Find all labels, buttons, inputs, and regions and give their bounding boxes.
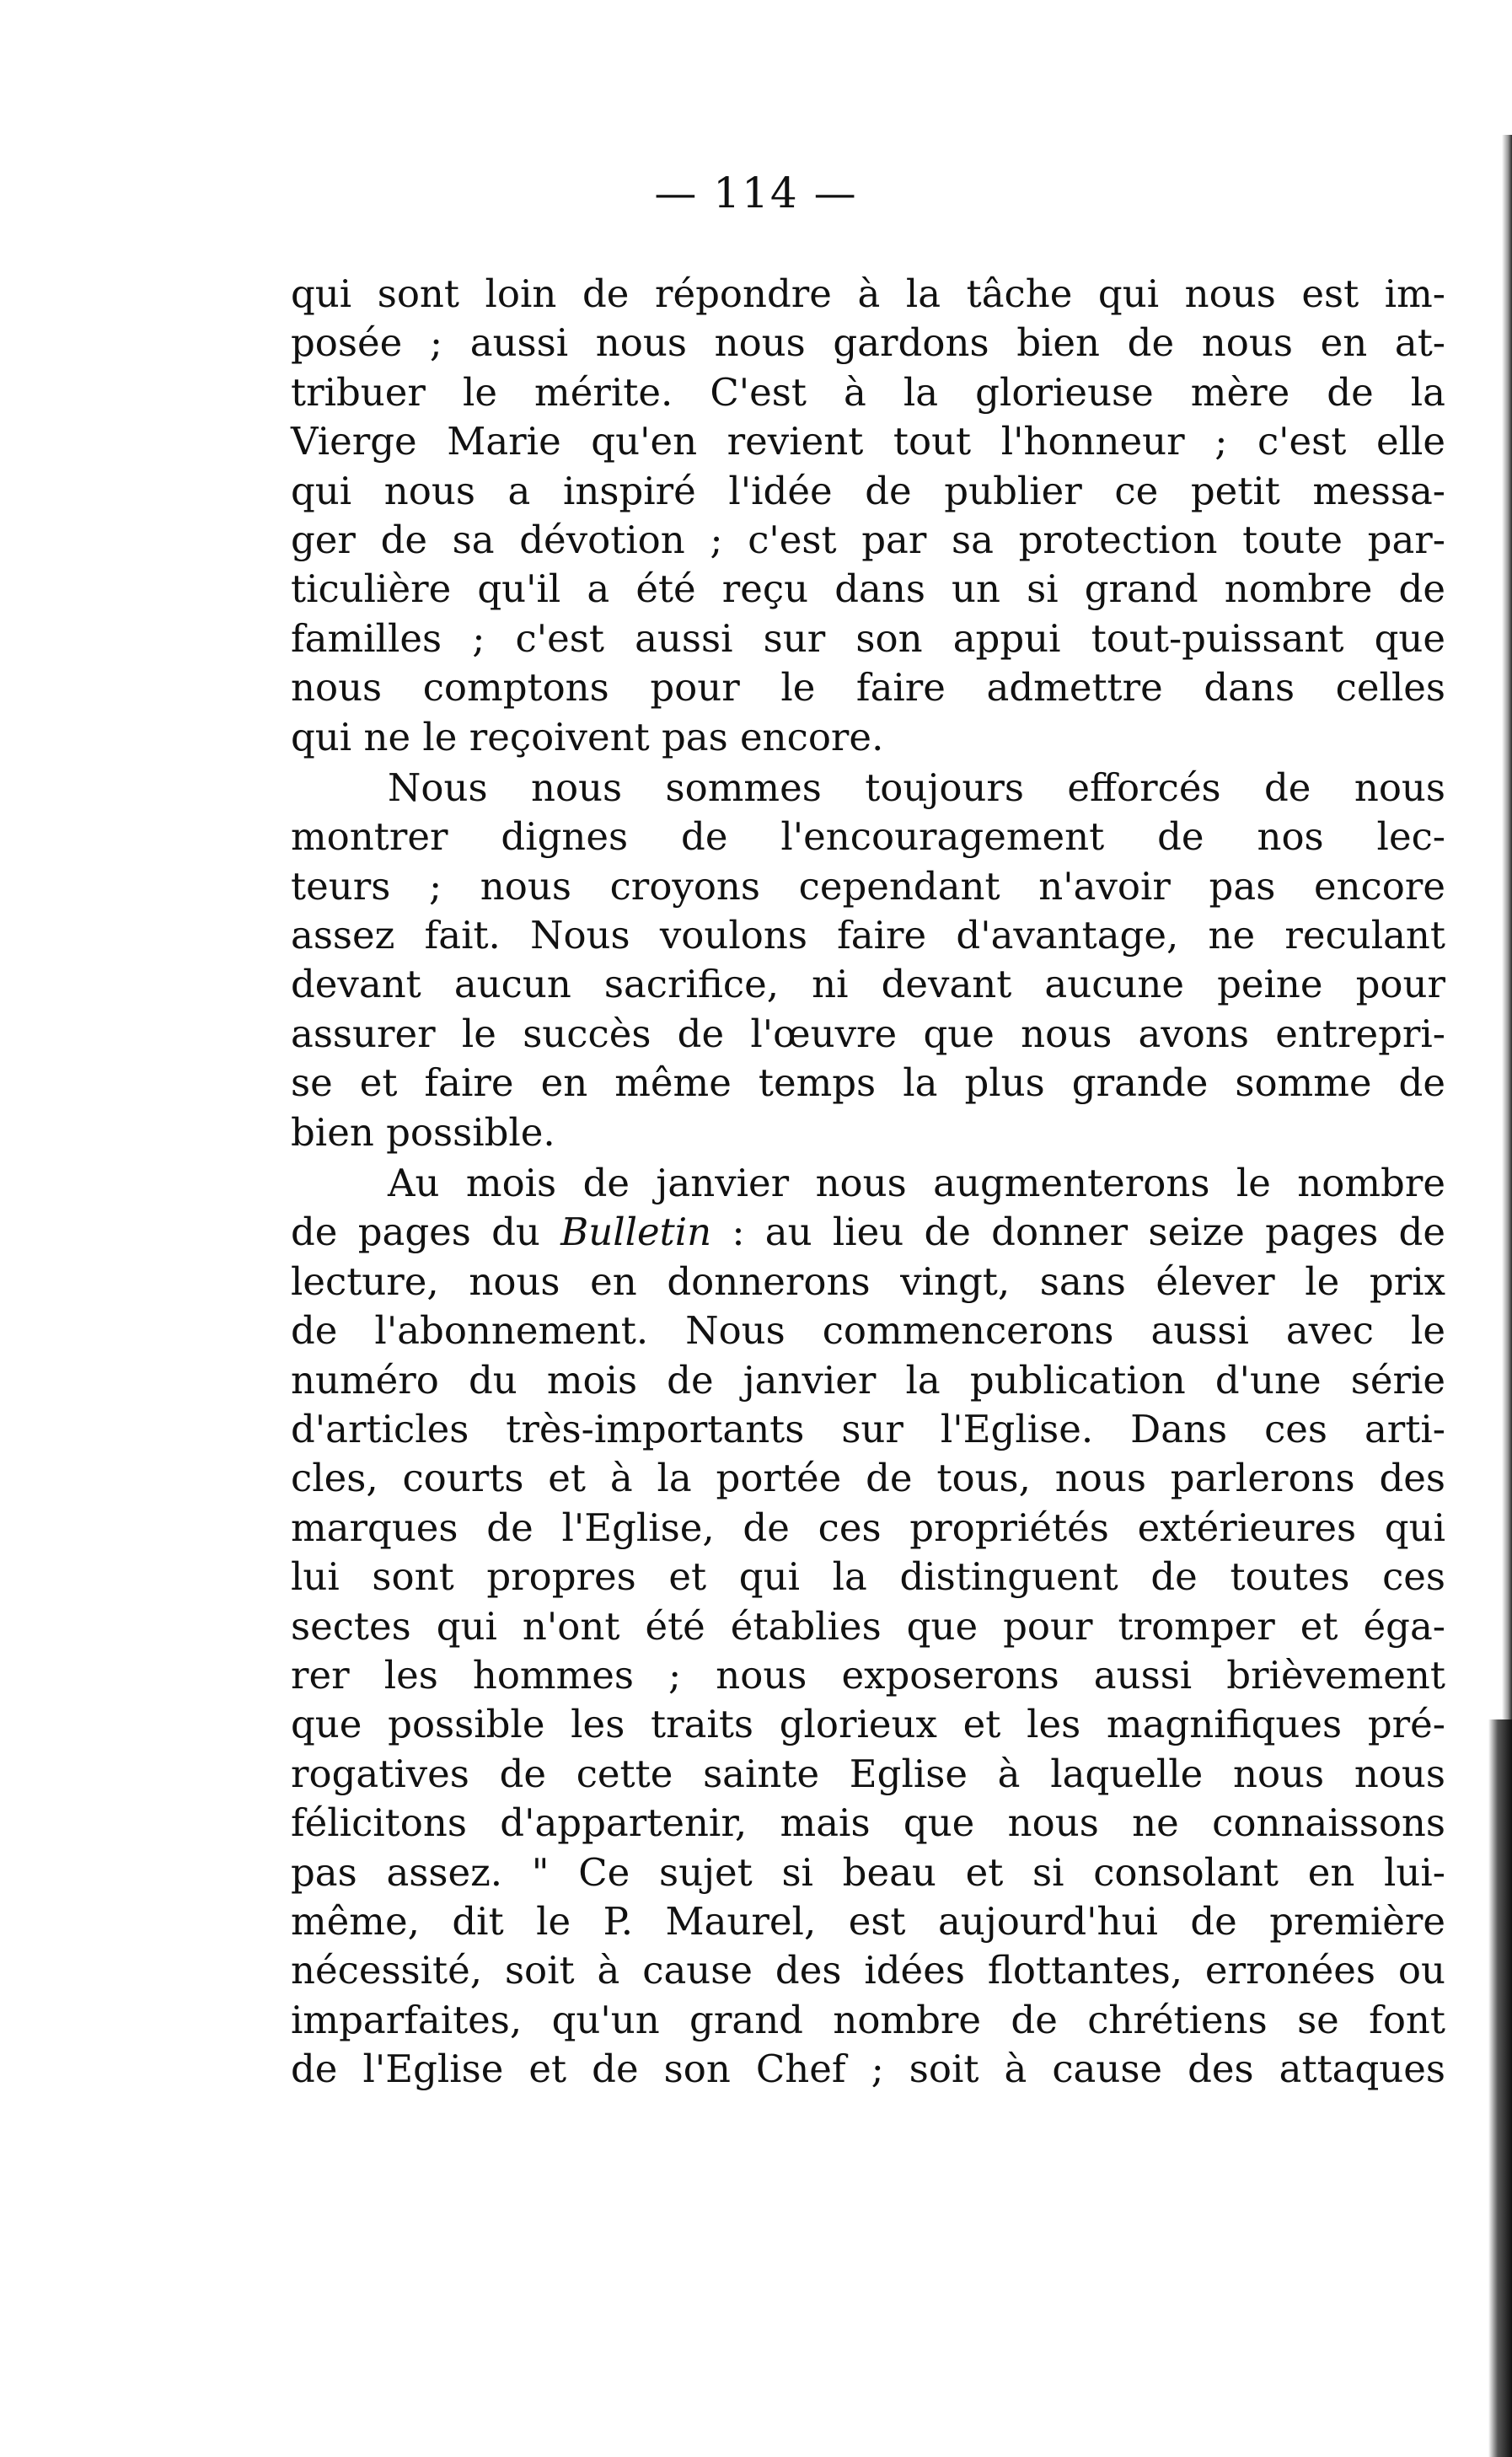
body-text — [291, 270, 1445, 2095]
text-line: nécessité, soit à cause des idées flottantes, erronées ou — [291, 1948, 1445, 1993]
text-line: rer les hommes ; nous exposerons aussi brièvement — [291, 1652, 1445, 1698]
text-line: qui ne le reçoivent pas encore. — [291, 714, 884, 759]
paragraph-1 — [291, 270, 1445, 762]
text-line: bien possible. — [291, 1109, 555, 1155]
text-line: de l'abonnement. Nous commencerons aussi avec le — [291, 1308, 1445, 1354]
text-line: qui nous a inspiré l'idée de publier ce petit messa- — [291, 468, 1445, 513]
text-line: devant aucun sacrifice, ni devant aucune peine pour — [291, 962, 1445, 1007]
text-line: de l'Eglise et de son Chef ; soit à cause des attaques — [291, 2047, 1445, 2092]
text-line: numéro du mois de janvier la publication d'une série — [291, 1357, 1445, 1403]
text-line: lui sont propres et qui la distinguent de toutes ces — [291, 1554, 1445, 1600]
text-line: que possible les traits glorieux et les magnifiques pré- — [291, 1702, 1445, 1747]
text-line: teurs ; nous croyons cependant n'avoir pas encore — [291, 863, 1445, 909]
text-line: sectes qui n'ont été établies que pour tromper et éga- — [291, 1603, 1445, 1649]
text-line: marques de l'Eglise, de ces propriétés extérieures qui — [291, 1505, 1445, 1550]
page-number: — 114 — — [654, 169, 858, 217]
paragraph-3 — [291, 1159, 1445, 2094]
page-edge-shadow-dark — [1488, 1719, 1512, 2457]
text-line: Au mois de janvier nous augmenterons le nombre — [388, 1161, 1445, 1206]
text-line: cles, courts et à la portée de tous, nous parlerons des — [291, 1456, 1445, 1501]
text-line: tribuer le mérite. C'est à la glorieuse mère de la — [291, 369, 1445, 415]
text-line: assurer le succès de l'œuvre que nous avons entrepri- — [291, 1011, 1445, 1056]
text-line: imparfaites, qu'un grand nombre de chrétiens se font — [291, 1997, 1445, 2042]
text-line: Nous nous sommes toujours efforcés de nous — [388, 764, 1445, 810]
text-line: posée ; aussi nous nous gardons bien de nous en at- — [291, 320, 1445, 366]
text-line: qui sont loin de répondre à la tâche qui nous est im- — [291, 271, 1445, 316]
text-line: félicitons d'appartenir, mais que nous ne connaissons — [291, 1800, 1445, 1846]
text-line: même, dit le P. Maurel, est aujourd'hui de première — [291, 1898, 1445, 1944]
text-line: ger de sa dévotion ; c'est par sa protection toute par- — [291, 517, 1445, 562]
text-line: nous comptons pour le faire admettre dans celles — [291, 665, 1445, 711]
paragraph-2 — [291, 764, 1445, 1157]
text-line: assez fait. Nous voulons faire d'avantage, ne reculant — [291, 913, 1445, 958]
text-line: se et faire en même temps la plus grande somme de — [291, 1060, 1445, 1106]
text-line: de pages du Bulletin : au lieu de donner seize pages de — [291, 1210, 1445, 1255]
text-line: d'articles très-importants sur l'Eglise. Dans ces arti- — [291, 1406, 1445, 1451]
text-line: pas assez. " Ce sujet si beau et si consolant en lui- — [291, 1849, 1445, 1895]
text-line: Vierge Marie qu'en revient tout l'honneur ; c'est elle — [291, 419, 1445, 464]
text-line: ticulière qu'il a été reçu dans un si grand nombre de — [291, 566, 1445, 612]
text-line: montrer dignes de l'encouragement de nos lec- — [291, 814, 1445, 860]
text-line: lecture, nous en donnerons vingt, sans élever le prix — [291, 1258, 1445, 1304]
text-line: familles ; c'est aussi sur son appui tout-puissant que — [291, 615, 1445, 661]
text-line: rogatives de cette sainte Eglise à laquelle nous nous — [291, 1751, 1445, 1796]
